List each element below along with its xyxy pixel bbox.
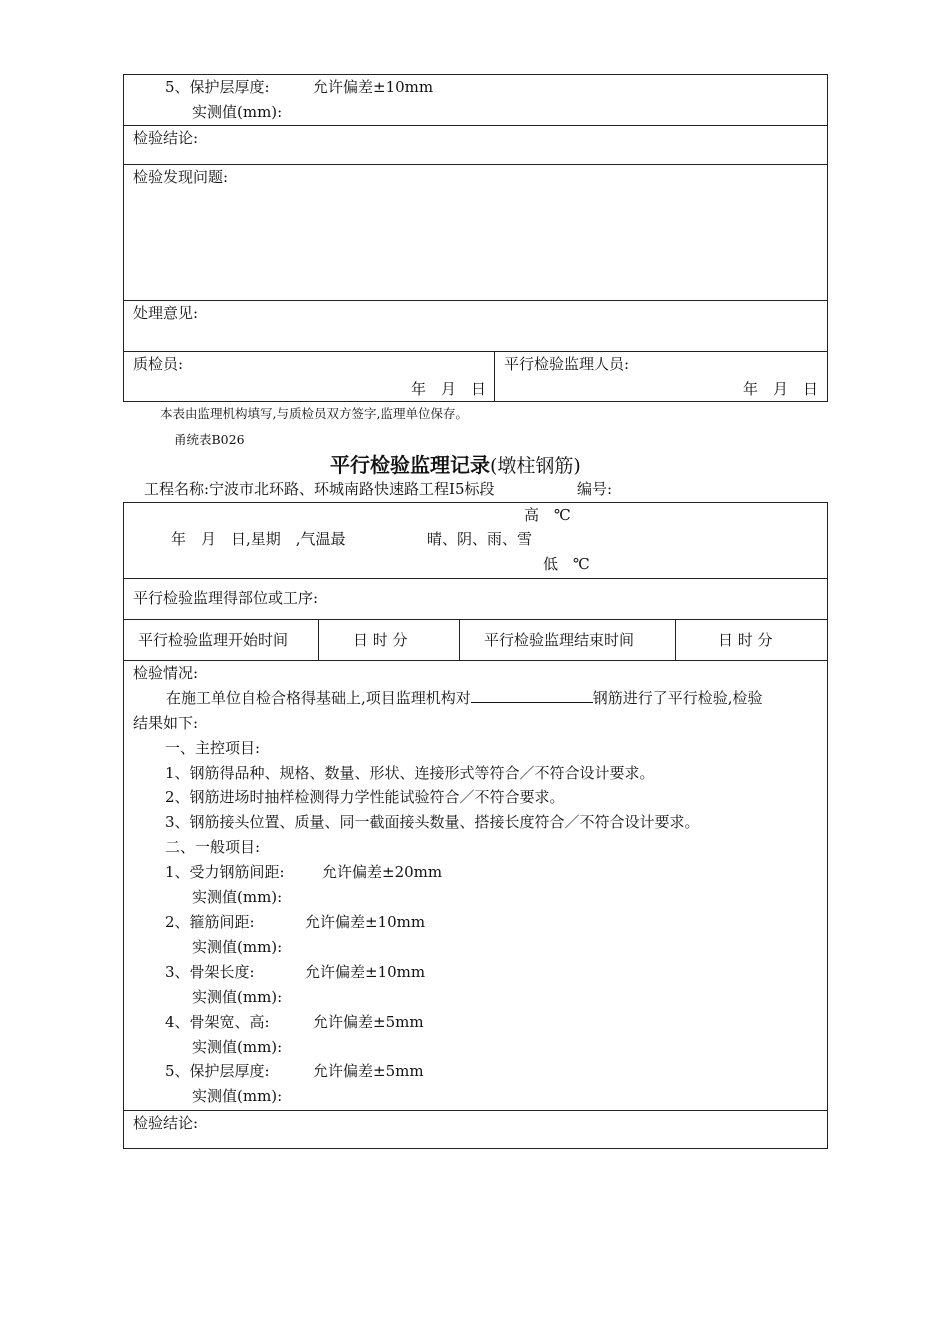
time-divider-1 [318,619,319,661]
main-item[interactable]: 3、钢筋接头位置、质量、同一截面接头数量、搭接长度符合／不符合设计要求。 [165,813,700,831]
general-item-tolerance: 允许偏差±10mm [305,963,426,981]
weather-options[interactable]: 晴、阴、雨、雪 [427,530,533,548]
prev-footnote: 本表由监理机构填写,与质检员双方签字,监理单位保存。 [160,406,468,421]
date-weekday-temp[interactable]: 年 月 日,星期 ,气温最 [171,530,346,548]
general-item-label: 2、箍筋间距: [165,913,255,931]
general-item-label: 3、骨架长度: [165,963,255,981]
start-time-label: 平行检验监理开始时间 [138,631,289,649]
prev-item5-tolerance: 允许偏差±10mm [313,78,434,96]
prev-opinion-label[interactable]: 处理意见: [133,304,199,322]
prev-opinion-row [123,300,828,352]
start-time-value[interactable]: 日 时 分 [353,631,408,649]
general-item-measured[interactable]: 实测值(mm): [192,988,283,1006]
form-title-line [330,453,581,479]
general-item-tolerance: 允许偏差±5mm [313,1013,424,1031]
intro-line [166,688,763,708]
temp-high[interactable]: 高 ℃ [524,506,571,524]
form-code: 甬统表B026 [174,432,245,447]
location-label[interactable]: 平行检验监理得部位或工序: [133,589,319,607]
prev-item5-label: 5、保护层厚度: [165,78,270,96]
general-item-tolerance: 允许偏差±20mm [322,863,443,881]
prev-issues-row [123,164,828,301]
project-name: 工程名称:宁波市北环路、环城南路快速路工程I5标段 [144,480,495,498]
form-title: 平行检验监理记录 [330,453,490,477]
intro-text-a: 在施工单位自检合格得基础上,项目监理机构对 [166,689,471,707]
intro-text-c: 结果如下: [133,714,199,732]
general-item-measured[interactable]: 实测值(mm): [192,938,283,956]
general-item-tolerance: 允许偏差±10mm [305,913,426,931]
inspector-date[interactable]: 年 月 日 [411,380,487,398]
time-divider-3 [675,619,676,661]
supervisor-label[interactable]: 平行检验监理人员: [504,355,630,373]
intro-text-b: 钢筋进行了平行检验,检验 [592,689,763,707]
form-number-label[interactable]: 编号: [577,480,613,498]
main-item[interactable]: 2、钢筋进场时抽样检测得力学性能试验符合／不符合要求。 [165,788,565,806]
main-items-heading: 一、主控项目: [165,739,261,757]
supervisor-date[interactable]: 年 月 日 [743,380,819,398]
general-item-label: 5、保护层厚度: [165,1062,270,1080]
general-item-measured[interactable]: 实测值(mm): [192,888,283,906]
general-item-measured[interactable]: 实测值(mm): [192,1087,283,1105]
rebar-blank-field[interactable] [471,688,593,703]
prev-conclusion-row [123,125,828,165]
form-subtitle: (墩柱钢筋) [490,455,581,477]
signature-divider [494,351,495,402]
temp-low[interactable]: 低 ℃ [543,555,590,573]
general-item-tolerance: 允许偏差±5mm [313,1062,424,1080]
prev-issues-label[interactable]: 检验发现问题: [133,168,229,186]
conclusion-label[interactable]: 检验结论: [133,1114,199,1132]
prev-item5-measured[interactable]: 实测值(mm): [192,103,283,121]
prev-conclusion-label[interactable]: 检验结论: [133,129,199,147]
end-time-value[interactable]: 日 时 分 [718,631,773,649]
end-time-label: 平行检验监理结束时间 [484,631,635,649]
general-item-measured[interactable]: 实测值(mm): [192,1038,283,1056]
general-item-label: 4、骨架宽、高: [165,1013,270,1031]
situation-label: 检验情况: [133,664,199,682]
time-divider-2 [459,619,460,661]
general-items-heading: 二、一般项目: [165,838,261,856]
main-item[interactable]: 1、钢筋得品种、规格、数量、形状、连接形式等符合／不符合设计要求。 [165,764,655,782]
general-item-label: 1、受力钢筋间距: [165,863,285,881]
inspector-label[interactable]: 质检员: [133,355,184,373]
